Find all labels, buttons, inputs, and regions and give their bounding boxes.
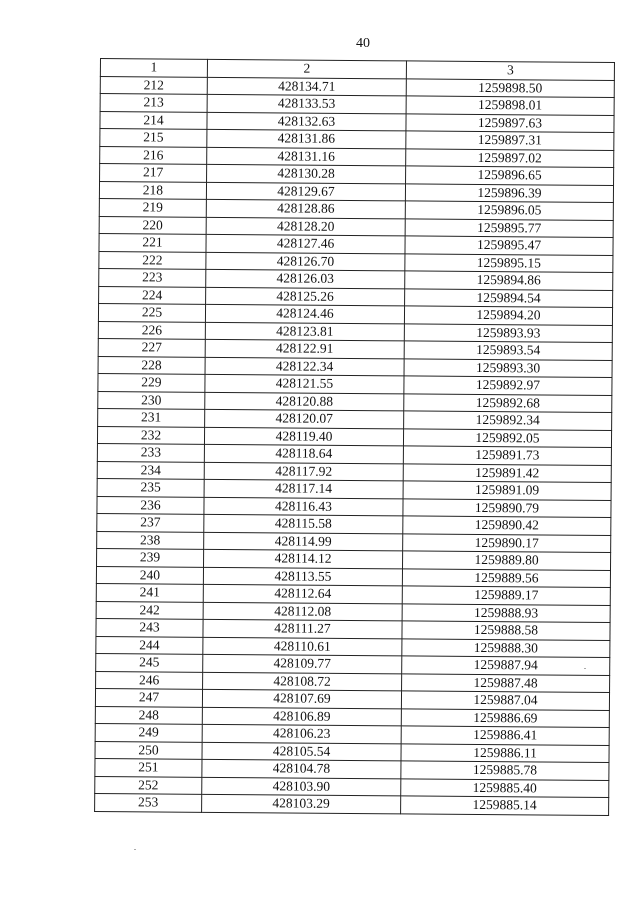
row-number-cell: 219	[99, 198, 206, 216]
x-coordinate-cell: 428112.64	[203, 584, 402, 603]
row-number-cell: 234	[97, 461, 204, 479]
x-coordinate-cell: 428122.34	[205, 357, 404, 376]
row-number-cell: 240	[96, 566, 203, 584]
y-coordinate-cell: 1259891.09	[403, 481, 611, 500]
y-coordinate-cell: 1259896.05	[405, 201, 613, 220]
y-coordinate-cell: 1259886.41	[401, 726, 609, 745]
row-number-cell: 242	[96, 601, 203, 619]
row-number-cell: 223	[99, 268, 206, 286]
row-number-cell: 233	[97, 443, 204, 461]
row-number-cell: 217	[100, 164, 207, 182]
x-coordinate-cell: 428131.16	[207, 147, 406, 166]
y-coordinate-cell: 1259893.93	[404, 323, 612, 342]
coordinates-table	[94, 58, 615, 816]
x-coordinate-cell: 428110.61	[203, 637, 402, 656]
x-coordinate-cell: 428114.12	[204, 549, 403, 568]
y-coordinate-cell: 1259887.48	[402, 673, 610, 692]
x-coordinate-cell: 428112.08	[203, 602, 402, 621]
x-coordinate-cell: 428114.99	[204, 532, 403, 551]
row-number-cell: 229	[98, 373, 205, 391]
column-header-2: 2	[207, 59, 406, 78]
row-number-cell: 230	[98, 391, 205, 409]
row-number-cell: 216	[100, 146, 207, 164]
y-coordinate-cell: 1259896.65	[406, 166, 614, 185]
x-coordinate-cell: 428103.29	[202, 794, 401, 813]
y-coordinate-cell: 1259892.34	[404, 411, 612, 430]
y-coordinate-cell: 1259890.42	[403, 516, 611, 535]
y-coordinate-cell: 1259885.14	[401, 796, 609, 815]
x-coordinate-cell: 428104.78	[202, 759, 401, 778]
y-coordinate-cell: 1259892.68	[404, 393, 612, 412]
y-coordinate-cell: 1259894.20	[404, 306, 612, 325]
row-number-cell: 226	[98, 321, 205, 339]
row-number-cell: 238	[97, 531, 204, 549]
row-number-cell: 224	[99, 286, 206, 304]
row-number-cell: 247	[95, 688, 202, 706]
x-coordinate-cell: 428126.70	[206, 252, 405, 271]
x-coordinate-cell: 428103.90	[202, 777, 401, 796]
x-coordinate-cell: 428105.54	[202, 742, 401, 761]
y-coordinate-cell: 1259895.15	[405, 253, 613, 272]
row-number-cell: 228	[98, 356, 205, 374]
x-coordinate-cell: 428119.40	[204, 427, 403, 446]
y-coordinate-cell: 1259893.54	[404, 341, 612, 360]
x-coordinate-cell: 428123.81	[205, 322, 404, 341]
row-number-cell: 237	[97, 513, 204, 531]
row-number-cell: 218	[99, 181, 206, 199]
y-coordinate-cell: 1259887.94	[402, 656, 610, 675]
x-coordinate-cell: 428120.88	[205, 392, 404, 411]
row-number-cell: 250	[95, 741, 202, 759]
y-coordinate-cell: 1259888.93	[402, 603, 610, 622]
x-coordinate-cell: 428127.46	[206, 234, 405, 253]
x-coordinate-cell: 428133.53	[207, 94, 406, 113]
row-number-cell: 246	[96, 671, 203, 689]
x-coordinate-cell: 428117.92	[204, 462, 403, 481]
x-coordinate-cell: 428128.86	[206, 199, 405, 218]
y-coordinate-cell: 1259897.63	[406, 113, 614, 132]
y-coordinate-cell: 1259889.56	[402, 568, 610, 587]
row-number-cell: 231	[98, 408, 205, 426]
row-number-cell: 252	[95, 776, 202, 794]
y-coordinate-cell: 1259892.97	[404, 376, 612, 395]
row-number-cell: 251	[95, 758, 202, 776]
row-number-cell: 214	[100, 111, 207, 129]
x-coordinate-cell: 428129.67	[206, 182, 405, 201]
coordinates-table-wrapper	[94, 58, 614, 816]
x-coordinate-cell: 428134.71	[207, 77, 406, 96]
y-coordinate-cell: 1259890.79	[403, 498, 611, 517]
x-coordinate-cell: 428106.23	[202, 724, 401, 743]
x-coordinate-cell: 428111.27	[203, 619, 402, 638]
row-number-cell: 213	[100, 94, 207, 112]
table-body	[95, 76, 615, 815]
row-number-cell: 222	[99, 251, 206, 269]
x-coordinate-cell: 428109.77	[203, 654, 402, 673]
x-coordinate-cell: 428126.03	[206, 269, 405, 288]
table-row	[95, 793, 609, 815]
y-coordinate-cell: 1259895.47	[405, 236, 613, 255]
y-coordinate-cell: 1259886.11	[401, 743, 609, 762]
x-coordinate-cell: 428115.58	[204, 514, 403, 533]
y-coordinate-cell: 1259890.17	[403, 533, 611, 552]
row-number-cell: 239	[97, 548, 204, 566]
row-number-cell: 212	[100, 76, 207, 94]
scan-speck	[134, 849, 136, 850]
y-coordinate-cell: 1259888.30	[402, 638, 610, 657]
row-number-cell: 241	[96, 583, 203, 601]
y-coordinate-cell: 1259896.39	[405, 183, 613, 202]
y-coordinate-cell: 1259891.73	[403, 446, 611, 465]
x-coordinate-cell: 428121.55	[205, 374, 404, 393]
row-number-cell: 215	[100, 129, 207, 147]
x-coordinate-cell: 428124.46	[205, 304, 404, 323]
row-number-cell: 249	[95, 723, 202, 741]
x-coordinate-cell: 428131.86	[207, 129, 406, 148]
row-number-cell: 220	[99, 216, 206, 234]
row-number-cell: 225	[98, 303, 205, 321]
y-coordinate-cell: 1259889.80	[403, 551, 611, 570]
row-number-cell: 245	[96, 653, 203, 671]
y-coordinate-cell: 1259898.50	[406, 78, 614, 97]
column-header-1: 1	[100, 59, 207, 77]
row-number-cell: 253	[95, 793, 202, 811]
x-coordinate-cell: 428125.26	[206, 287, 405, 306]
y-coordinate-cell: 1259887.04	[401, 691, 609, 710]
y-coordinate-cell: 1259891.42	[403, 463, 611, 482]
x-coordinate-cell: 428130.28	[207, 164, 406, 183]
y-coordinate-cell: 1259897.31	[406, 131, 614, 150]
y-coordinate-cell: 1259888.58	[402, 621, 610, 640]
scan-speck	[584, 668, 586, 669]
x-coordinate-cell: 428118.64	[204, 444, 403, 463]
y-coordinate-cell: 1259895.77	[405, 218, 613, 237]
x-coordinate-cell: 428108.72	[203, 672, 402, 691]
x-coordinate-cell: 428113.55	[203, 567, 402, 586]
row-number-cell: 236	[97, 496, 204, 514]
y-coordinate-cell: 1259889.17	[402, 586, 610, 605]
row-number-cell: 235	[97, 478, 204, 496]
x-coordinate-cell: 428128.20	[206, 217, 405, 236]
x-coordinate-cell: 428107.69	[202, 689, 401, 708]
y-coordinate-cell: 1259893.30	[404, 358, 612, 377]
x-coordinate-cell: 428106.89	[202, 707, 401, 726]
row-number-cell: 227	[98, 338, 205, 356]
row-number-cell: 232	[97, 426, 204, 444]
x-coordinate-cell: 428132.63	[207, 112, 406, 131]
y-coordinate-cell: 1259894.54	[405, 288, 613, 307]
x-coordinate-cell: 428122.91	[205, 339, 404, 358]
y-coordinate-cell: 1259898.01	[406, 96, 614, 115]
row-number-cell: 244	[96, 636, 203, 654]
x-coordinate-cell: 428120.07	[205, 409, 404, 428]
y-coordinate-cell: 1259892.05	[403, 428, 611, 447]
x-coordinate-cell: 428116.43	[204, 497, 403, 516]
y-coordinate-cell: 1259885.78	[401, 761, 609, 780]
column-header-3: 3	[406, 61, 614, 80]
row-number-cell: 243	[96, 618, 203, 636]
page-number: 40	[356, 36, 370, 51]
y-coordinate-cell: 1259897.02	[406, 148, 614, 167]
y-coordinate-cell: 1259886.69	[401, 708, 609, 727]
row-number-cell: 221	[99, 233, 206, 251]
y-coordinate-cell: 1259894.86	[405, 271, 613, 290]
row-number-cell: 248	[95, 706, 202, 724]
x-coordinate-cell: 428117.14	[204, 479, 403, 498]
y-coordinate-cell: 1259885.40	[401, 778, 609, 797]
